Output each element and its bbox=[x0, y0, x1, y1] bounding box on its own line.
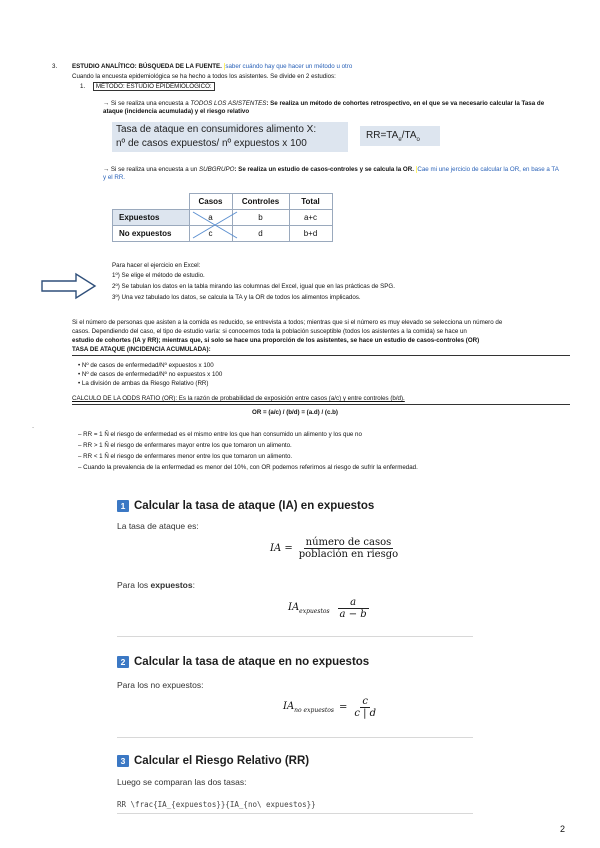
rr-sub1: e bbox=[398, 137, 402, 143]
method-box: MÉTODO: ESTUDIO EPIDEMIOLÓGICO: bbox=[93, 82, 215, 91]
formula-lhs: $IA_{expuestos}$ bbox=[288, 602, 330, 615]
table-header-cell bbox=[113, 194, 190, 210]
step-badge: 3 bbox=[117, 755, 129, 767]
table-row-header: No expuestos bbox=[113, 226, 190, 242]
table-cell: a+c bbox=[289, 210, 332, 226]
attack-rate-box bbox=[112, 122, 348, 152]
table-row-header: Expuestos bbox=[113, 210, 190, 226]
bullet2-note: Cae mi une jercicio de calcular la OR, en base a TA y el RR. bbox=[103, 166, 559, 181]
para-line-1: Si el número de personas que asisten a la comida es reducido, se entrevista a todos; mientras que si el número es muy elevado se selecciona un número de bbox=[72, 319, 503, 326]
section-divider bbox=[117, 813, 473, 814]
bullet-subgroup bbox=[103, 166, 563, 182]
table-header-cell: Total bbox=[289, 194, 332, 210]
ta-item-2: • Nº de casos de enfermedad/Nº no expuestos x 100 bbox=[78, 371, 223, 378]
or-formula: OR = (a/c) / (b/d) = (a.d) / (c.b) bbox=[252, 409, 338, 416]
rr-formula-box bbox=[360, 126, 440, 146]
cross-multiply-lines bbox=[185, 208, 245, 242]
rr-item-1: – RR = 1 Ñ el riesgo de enfermedad es el mismo entre los que han consumido un alimento y los que no bbox=[78, 431, 362, 438]
attack-rate-line1: Tasa de ataque en consumidores alimento X: bbox=[116, 124, 317, 135]
rr-item-2: – RR > 1 Ñ el riesgo de enfermares mayor entre los que tomaron un alimento. bbox=[78, 442, 292, 449]
step-2: 2º) Se tabulan los datos en la tabla mirando las columnas del Excel, igual que en las prácticas de SPG. bbox=[112, 283, 395, 290]
formula-lhs: IA = bbox=[270, 543, 293, 554]
bullet1-em: TODOS LOS ASISTENTES bbox=[190, 100, 267, 107]
formula-ia-expuestos bbox=[288, 597, 369, 620]
table-header-cell: Controles bbox=[232, 194, 289, 210]
step-1: 1º) Se elige el método de estudio. bbox=[112, 272, 205, 279]
step-badge: 1 bbox=[117, 500, 129, 512]
section-divider bbox=[117, 737, 473, 738]
bullet2-pre: Si se realiza una encuesta a un bbox=[110, 166, 199, 173]
equals-sign: = bbox=[338, 702, 348, 713]
numerator: a bbox=[350, 597, 357, 608]
divider bbox=[72, 355, 570, 356]
denominator: población en riesgo bbox=[298, 549, 399, 560]
guide-step-2-text: Para los no expuestos: bbox=[117, 680, 204, 690]
table-cell: b+d bbox=[289, 226, 332, 242]
fraction bbox=[297, 537, 400, 560]
rr-latex-code: RR \frac{IA_{expuestos}}{IA_{no\ expuestos}} bbox=[117, 800, 316, 809]
denominator: c | d bbox=[354, 708, 377, 719]
rr-item-4: – Cuando la prevalencia de la enfermedad es menor del 10%, con OR podemos referirnos al riesgo de sufrir la enfermedad. bbox=[78, 464, 418, 471]
formula-ia-no-expuestos bbox=[283, 696, 378, 719]
rr-item-3: – RR < 1 Ñ el riesgo de enfermares menor entre los que tomaron un alimento. bbox=[78, 453, 293, 460]
method-line bbox=[80, 83, 215, 91]
bullet2-post: : Se realiza un estudio de casos-controles y se calcula la OR. bbox=[234, 166, 414, 173]
steps-intro: Para hacer el ejercicio en Excel: bbox=[112, 262, 201, 269]
method-number: 1. bbox=[80, 83, 86, 90]
attack-rate-line2: nº de casos expuestos/ nº expuestos x 100 bbox=[116, 138, 307, 149]
fraction bbox=[338, 597, 369, 620]
table-cell: a bbox=[189, 210, 232, 226]
bullet1-post: : Se realiza un método de cohortes retrospectivo, en el que se va necesario calcular la Tasa de ataque (incidencia acumulada) y el riesgo relativo bbox=[103, 100, 545, 115]
page-number: 2 bbox=[560, 824, 566, 834]
para-line-2: casos. Dependiendo del caso, el tipo de estudio varía: si conocemos toda la población susceptible (todos los asistentes a la comida) se hace un bbox=[72, 328, 467, 335]
or-heading: CALCULO DE LA ODDS RATIO (OR): Es la razón de probabilidad de exposición entre casos (a/c) y entre controles (b/d). bbox=[72, 395, 405, 402]
guide-step-2-title bbox=[117, 656, 369, 668]
guide-step-3-title bbox=[117, 755, 309, 767]
section-title: ESTUDIO ANALÍTICO: BÚSQUEDA DE LA FUENTE. bbox=[72, 63, 222, 70]
bullet1-pre: Si se realiza una encuesta a bbox=[110, 100, 191, 107]
bullet2-em: SUBGRUPO bbox=[198, 166, 235, 173]
rr-mid: /TA bbox=[401, 130, 417, 141]
section-intro: Cuando la encuesta epidemiológica se ha hecho a todos los asistentes. Se divide en 2 estudios: bbox=[72, 73, 336, 80]
guide-step-1-text2: Para los expuestos: bbox=[117, 580, 195, 590]
ta-item-3: • La división de ambas da Riesgo Relativo (RR) bbox=[78, 380, 209, 387]
guide-step-1-text: La tasa de ataque es: bbox=[117, 521, 199, 531]
step-badge: 2 bbox=[117, 656, 129, 668]
table-cell: c bbox=[189, 226, 232, 242]
rr-sub2: o bbox=[416, 137, 420, 143]
denominator: a − b bbox=[339, 609, 367, 620]
rr-main: RR=TA bbox=[366, 130, 399, 141]
para-line-3: estudio de cohortes (IA y RR); mientras que, si solo se hace una proporción de los asistentes, se hace un estudio de casos-controles (OR) bbox=[72, 337, 480, 344]
guide-step-3-text: Luego se comparan las dos tasas: bbox=[117, 777, 247, 787]
ta-item-1: • Nº de casos de enfermedad/Nº expuestos x 100 bbox=[78, 362, 214, 369]
divider bbox=[72, 404, 570, 405]
guide-step-2-title-text: Calcular la tasa de ataque en no expuestos bbox=[134, 656, 370, 668]
numerator: c bbox=[362, 696, 368, 707]
section-number: 3. bbox=[52, 63, 58, 70]
guide-step-1-title bbox=[117, 500, 374, 512]
table-cell: d bbox=[232, 226, 289, 242]
guide-step-1-title-text: Calcular la tasa de ataque (IA) en expuestos bbox=[134, 500, 375, 512]
bullet-all-attendees bbox=[103, 100, 563, 116]
fraction bbox=[352, 696, 378, 719]
section-note: saber cuándo hay que hacer un método u otro bbox=[225, 63, 353, 70]
stray-mark: · bbox=[32, 424, 35, 431]
guide-step-3-title-text: Calcular el Riesgo Relativo (RR) bbox=[134, 755, 310, 767]
arrow-bullet-icon: → bbox=[103, 100, 111, 107]
right-arrow-icon bbox=[40, 272, 98, 300]
numerator: número de casos bbox=[305, 537, 392, 548]
section-divider bbox=[117, 636, 473, 637]
ta-heading: TASA DE ATAQUE (INCIDENCIA ACUMULADA): bbox=[72, 346, 211, 353]
formula-attack-rate bbox=[270, 537, 400, 560]
step-3: 3º) Una vez tabulado los datos, se calcula la TA y la OR de todos los alimentos implicados. bbox=[112, 294, 361, 301]
arrow-bullet-icon: → bbox=[103, 166, 111, 173]
section-title-line bbox=[72, 63, 352, 71]
table-header-cell: Casos bbox=[189, 194, 232, 210]
table-cell: b bbox=[232, 210, 289, 226]
formula-lhs: $IA_{no expuestos}$ bbox=[283, 701, 334, 714]
